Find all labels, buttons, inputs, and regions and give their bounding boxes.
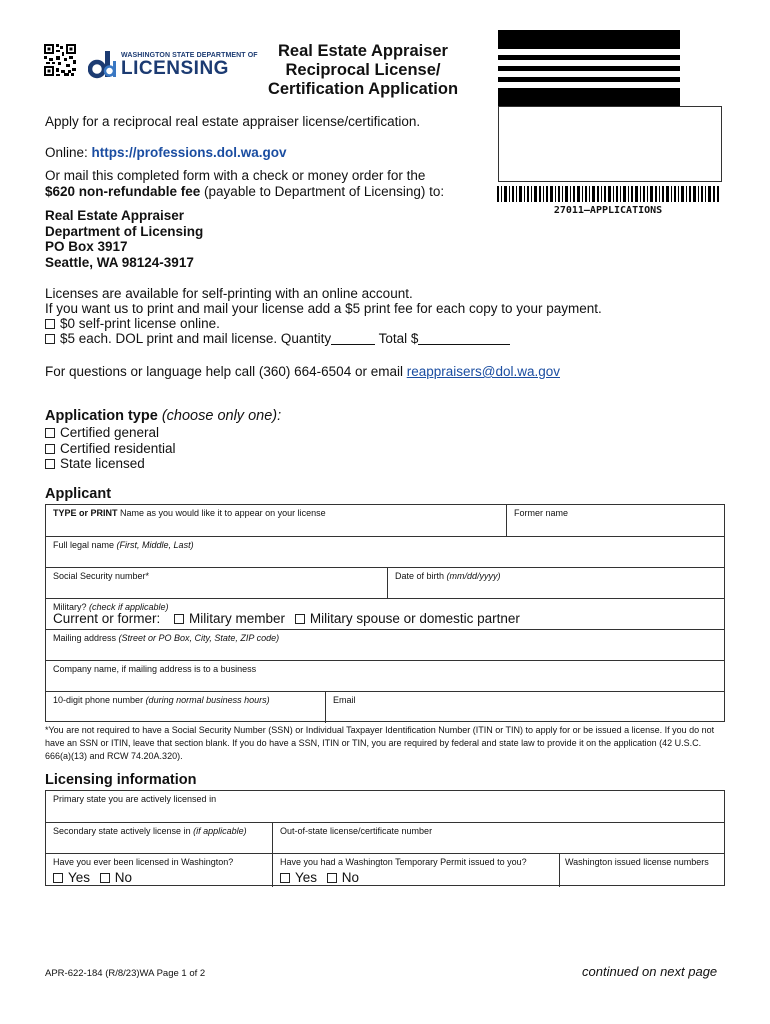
form-id: APR-622-184 (R/8/23)WA Page 1 of 2 <box>45 968 206 979</box>
fee-payable: (payable to Department of Licensing) to: <box>200 184 445 199</box>
primary-state-field[interactable] <box>46 791 724 822</box>
license-name-label <box>53 508 326 518</box>
military-member-label: Military member <box>189 611 286 626</box>
contact-email-link[interactable]: reappraisers@dol.wa.gov <box>406 364 560 379</box>
online-line <box>45 145 287 160</box>
address-line-1: Real Estate Appraiser <box>45 208 185 223</box>
licensed-wa-yes-checkbox[interactable] <box>53 873 63 883</box>
self-print-label: $0 self-print license online. <box>60 316 220 331</box>
dob-label <box>395 571 501 581</box>
secondary-state-text: Secondary state actively license in <box>53 826 194 836</box>
company-name-label: Company name, if mailing address is to a business <box>53 664 257 674</box>
wa-license-numbers-field[interactable] <box>559 854 724 887</box>
app-type-option-state <box>45 456 145 471</box>
temp-permit-no-label: No <box>341 870 360 885</box>
full-name-field[interactable] <box>46 537 724 568</box>
history-row <box>46 853 724 887</box>
military-current-label: Current or former: <box>53 611 161 626</box>
email-field[interactable] <box>325 692 724 723</box>
military-spouse-checkbox[interactable] <box>295 614 305 624</box>
application-type-title: Application type <box>45 408 158 424</box>
contact-line <box>45 364 560 379</box>
office-use-box <box>498 106 722 182</box>
total-label: Total $ <box>375 331 419 346</box>
certified-general-label: Certified general <box>60 425 160 440</box>
ssn-dob-row <box>46 567 724 599</box>
out-of-state-number-label: Out-of-state license/certificate number <box>280 826 433 836</box>
military-member-checkbox[interactable] <box>174 614 184 624</box>
name-row <box>46 505 724 536</box>
continued-note: continued on next page <box>582 964 718 979</box>
address-line-4: Seattle, WA 98124-3917 <box>45 254 194 270</box>
temp-permit-yes-label: Yes <box>295 870 318 885</box>
full-name-label <box>53 540 194 550</box>
state-licensed-checkbox[interactable] <box>45 459 55 469</box>
temp-permit-field <box>272 854 560 887</box>
secondary-state-label <box>53 826 247 836</box>
phone-label <box>53 695 270 705</box>
license-name-text: Name as you would like it to appear on your license <box>117 508 326 518</box>
form-title-line-3: Certification Application <box>267 80 459 98</box>
company-name-field[interactable] <box>46 661 724 692</box>
licensed-wa-label: Have you ever been licensed in Washington? <box>53 857 234 867</box>
state-licensed-label: State licensed <box>60 456 145 471</box>
temp-permit-yes-checkbox[interactable] <box>280 873 290 883</box>
application-type-heading <box>45 408 281 424</box>
dob-field[interactable] <box>387 568 724 599</box>
qr-code-icon <box>44 44 76 76</box>
full-name-note: (First, Middle, Last) <box>116 540 194 550</box>
military-row <box>46 598 724 630</box>
registration-stripes <box>498 30 680 106</box>
dol-print-label: $5 each. DOL print and mail license. Quantity <box>60 331 332 346</box>
dol-logo-mark-icon <box>88 51 118 79</box>
phone-field[interactable] <box>46 692 325 723</box>
mail-line-1: Or mail this completed form with a check or money order for the <box>45 168 426 183</box>
applicant-heading: Applicant <box>45 486 112 502</box>
quantity-input[interactable] <box>331 344 375 345</box>
licensed-wa-no-label: No <box>114 870 133 885</box>
barcode-caption: 27011–APPLICATIONS <box>553 205 663 216</box>
military-field <box>46 599 724 630</box>
out-of-state-number-field[interactable] <box>272 823 724 854</box>
form-title-line-2: Reciprocal License/ <box>285 61 441 79</box>
email-label: Email <box>333 695 356 705</box>
military-spouse-label: Military spouse or domestic partner <box>309 611 520 626</box>
ssn-field[interactable] <box>46 568 387 599</box>
phone-email-row <box>46 691 724 723</box>
applicant-table <box>45 504 725 722</box>
print-info-line-1: Licenses are available for self-printing with an online account. <box>45 286 413 301</box>
certified-residential-label: Certified residential <box>60 441 176 456</box>
secondary-state-note: (if applicable) <box>193 826 247 836</box>
mailing-address-text: Mailing address <box>53 633 119 643</box>
certified-general-checkbox[interactable] <box>45 428 55 438</box>
logo-agency-line: WASHINGTON STATE DEPARTMENT OF <box>121 52 258 59</box>
full-name-text: Full legal name <box>53 540 117 550</box>
address-line-3: PO Box 3917 <box>45 239 128 254</box>
certified-residential-checkbox[interactable] <box>45 444 55 454</box>
dob-note: (mm/dd/yyyy) <box>446 571 501 581</box>
military-options <box>53 611 520 626</box>
secondary-state-row <box>46 822 724 854</box>
phone-note: (during normal business hours) <box>145 695 270 705</box>
mailing-address-block <box>45 208 203 270</box>
mailing-address-field[interactable] <box>46 630 724 661</box>
apply-text: Apply for a reciprocal real estate appraiser license/certification. <box>45 114 421 129</box>
form-title-line-1: Real Estate Appraiser <box>278 42 448 60</box>
dol-print-option <box>45 331 510 346</box>
licensing-table <box>45 790 725 886</box>
phone-text: 10-digit phone number <box>53 695 146 705</box>
licensed-wa-field <box>46 854 272 887</box>
licensed-wa-yes-label: Yes <box>68 870 91 885</box>
self-print-option <box>45 316 220 331</box>
wa-license-numbers-label: Washington issued license numbers <box>565 857 709 867</box>
temp-permit-options <box>280 870 359 885</box>
self-print-checkbox[interactable] <box>45 319 55 329</box>
app-type-option-residential <box>45 441 176 456</box>
secondary-state-field[interactable] <box>46 823 272 854</box>
print-info-line-2: If you want us to print and mail your license add a $5 print fee for each copy to your payment. <box>45 301 602 316</box>
full-name-row <box>46 536 724 568</box>
primary-state-row <box>46 791 724 822</box>
licensed-wa-no-checkbox[interactable] <box>100 873 110 883</box>
mailing-row <box>46 629 724 661</box>
temp-permit-no-checkbox[interactable] <box>327 873 337 883</box>
contact-text: For questions or language help call (360) 664-6504 or email <box>45 364 407 379</box>
licensing-heading: Licensing information <box>45 772 197 788</box>
licensed-wa-options <box>53 870 132 885</box>
logo-licensing-text: LICENSING <box>121 58 229 79</box>
fee-amount: $620 non-refundable fee <box>45 184 201 199</box>
mailing-address-label <box>53 633 279 643</box>
online-url-link[interactable]: https://professions.dol.wa.gov <box>91 145 287 160</box>
address-line-2: Department of Licensing <box>45 223 204 239</box>
primary-state-label: Primary state you are actively licensed in <box>53 794 217 804</box>
app-type-option-general <box>45 425 159 440</box>
military-text: Military? <box>53 602 90 612</box>
dob-text: Date of birth <box>395 571 447 581</box>
former-name-label: Former name <box>514 508 569 518</box>
license-name-field[interactable] <box>46 505 506 536</box>
fee-line <box>45 184 444 199</box>
company-row <box>46 660 724 692</box>
total-input[interactable] <box>418 344 510 345</box>
ssn-footnote: *You are not required to have a Social Security Number (SSN) or Individual Taxpayer Identification Number (ITIN or TIN) to apply for or be issued a license. If you do not have an SSN or ITIN, leave that section blank. If you do have a SSN, ITIN or TIN, you are required by federal and state law to provide it on the application (42 U.S.C. 666(a)(13) and RCW 74.20A.320). <box>45 725 715 761</box>
form-title <box>238 42 488 99</box>
former-name-field[interactable] <box>506 505 724 536</box>
ssn-label: Social Security number* <box>53 571 150 581</box>
application-type-note: (choose only one): <box>157 408 282 424</box>
military-note: (check if applicable) <box>89 602 169 612</box>
mailing-address-note: (Street or PO Box, City, State, ZIP code) <box>118 633 280 643</box>
barcode-icon <box>497 186 719 202</box>
dol-logo <box>88 47 258 79</box>
type-or-print: TYPE or PRINT <box>53 508 118 518</box>
temp-permit-label: Have you had a Washington Temporary Permit issued to you? <box>280 857 527 867</box>
online-label: Online: <box>45 145 92 160</box>
dol-print-checkbox[interactable] <box>45 334 55 344</box>
